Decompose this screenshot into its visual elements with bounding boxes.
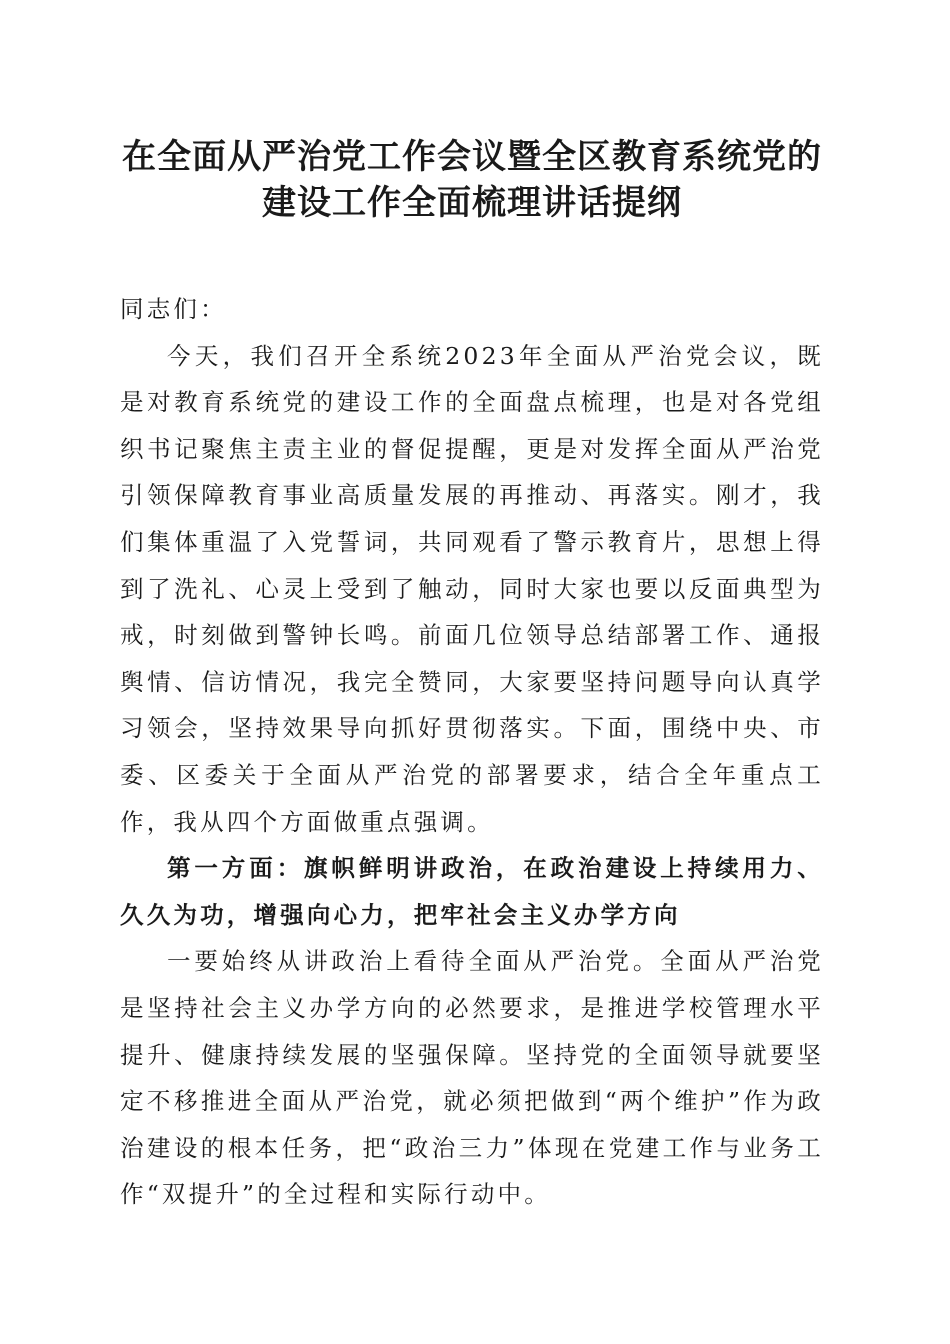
document-body: [120, 286, 824, 1218]
paragraph-intro: 今天，我们召开全系统2023年全面从严治党会议，既是对教育系统党的建设工作的全面盘点梳理，也是对各党组织书记聚焦主责主业的督促提醒，更是对发挥全面从严治党引领保障教育事业高质量发展的再推动、再落实。刚才，我们集体重温了入党誓词，共同观看了警示教育片，思想上得到了洗礼、心灵上受到了触动，同时大家也要以反面典型为戒，时刻做到警钟长鸣。前面几位领导总结部署工作、通报舆情、信访情况，我完全赞同，大家要坚持问题导向认真学习领会，坚持效果导向抓好贯彻落实。下面，围绕中央、市委、区委关于全面从严治党的部署要求，结合全年重点工作，我从四个方面做重点强调。: [120, 341, 824, 836]
section-heading-1: 第一方面：旗帜鲜明讲政治，在政治建设上持续用力、久久为功，增强向心力，把牢社会主义办学方向: [120, 854, 824, 929]
title-line-1: 在全面从严治党工作会议暨全区教育系统党的: [122, 137, 822, 177]
greeting: 同志们：: [120, 295, 227, 323]
title-line-2: 建设工作全面梳理讲话提纲: [262, 183, 682, 223]
document-title: [110, 134, 834, 226]
paragraph-section1-point1: 一要始终从讲政治上看待全面从严治党。全面从严治党是坚持社会主义办学方向的必然要求，是推进学校管理水平提升、健康持续发展的坚强保障。坚持党的全面领导就要坚定不移推进全面从严治党，就必须把做到“两个维护”作为政治建设的根本任务，把“政治三力”体现在党建工作与业务工作“双提升”的全过程和实际行动中。: [120, 947, 824, 1209]
